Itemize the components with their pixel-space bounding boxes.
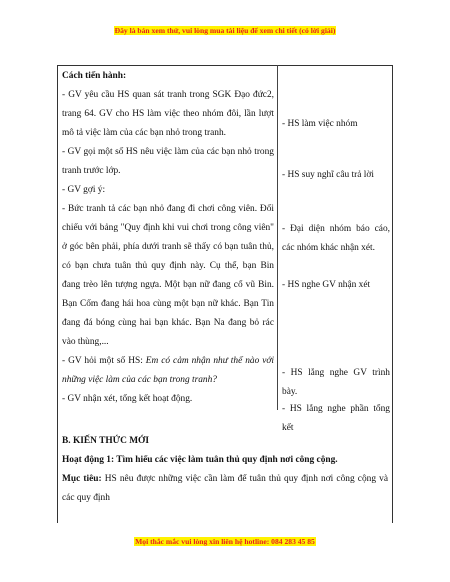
student-response-6-text: - HS lắng nghe phần tổng kết <box>282 404 390 433</box>
teacher-step-5 <box>62 352 274 390</box>
teacher-step-4: - Bức tranh tả các bạn nhỏ đang đi chơi công viên. Đối chiếu với bảng "Quy định khi vui chơi trong công viên" ở góc bên phải, phía dưới tranh sẽ thấy có bạn tuân thủ, có bạn chưa tuân thủ quy định này. Cụ thể, bạn Bin đang trèo lên tượng ngựa. Một bạn nữ đang cổ vũ Bin. Bạn Cốm đang hái hoa cùng một bạn nữ khác. Bạn Tin đang đá bóng cùng hai bạn khác. Bạn Na đang bỏ rác vào thùng,... <box>62 204 274 347</box>
goal-paragraph <box>62 470 388 508</box>
teacher-question: Em có cảm nhận như thế nào với những việc làm của các bạn trong tranh? <box>62 356 274 385</box>
bottom-banner <box>0 537 450 546</box>
teacher-column <box>62 67 274 409</box>
new-knowledge-section <box>62 432 388 508</box>
bottom-banner-text: Mọi thắc mắc vui lòng xin liên hệ hotline: 084 283 45 85 <box>135 537 315 546</box>
activity-title: Hoạt động 1: Tìm hiểu các việc làm tuân thủ quy định nơi công cộng. <box>62 455 338 465</box>
student-response-2-text: - HS suy nghĩ câu trả lời <box>282 170 374 180</box>
student-response-3 <box>282 220 390 258</box>
student-response-4-text: - HS nghe GV nhận xét <box>282 280 371 290</box>
student-response-2 <box>282 166 390 185</box>
teacher-step-5-prefix: - GV hỏi một số HS: <box>62 356 146 366</box>
top-banner <box>0 26 450 35</box>
student-response-5-text: - HS lắng nghe GV trình bày. <box>282 368 390 397</box>
section-title: B. KIẾN THỨC MỚI <box>62 436 149 446</box>
teacher-step-2: - GV gọi một số HS nêu việc làm của các bạn nhỏ trong tranh trước lớp. <box>62 147 274 176</box>
student-response-5 <box>282 364 390 402</box>
teacher-step-6: - GV nhận xét, tổng kết hoạt động. <box>62 394 193 404</box>
student-response-4 <box>282 276 390 295</box>
column-divider <box>277 65 278 410</box>
teacher-step-3: - GV gợi ý: <box>62 185 106 195</box>
student-response-1-text: - HS làm việc nhóm <box>282 119 358 129</box>
teacher-step-1: - GV yêu cầu HS quan sát tranh trong SGK Đạo đức2, trang 64. GV cho HS làm việc theo nhóm đôi, lần lượt mô tả việc làm của các bạn nhỏ trong tranh. <box>62 90 274 138</box>
student-response-3-text: - Đại diện nhóm báo cáo, các nhóm khác nhận xét. <box>282 224 390 253</box>
top-banner-text: Đây là bản xem thử, vui lòng mua tài liệu để xem chi tiết (có lời giải) <box>114 26 336 35</box>
student-response-1 <box>282 115 390 134</box>
procedure-heading: Cách tiến hành: <box>62 71 127 81</box>
goal-text: HS nêu được những việc cần làm để tuân thủ quy định nơi công cộng và các quy định <box>62 474 388 503</box>
goal-label: Mục tiêu: <box>62 474 102 484</box>
